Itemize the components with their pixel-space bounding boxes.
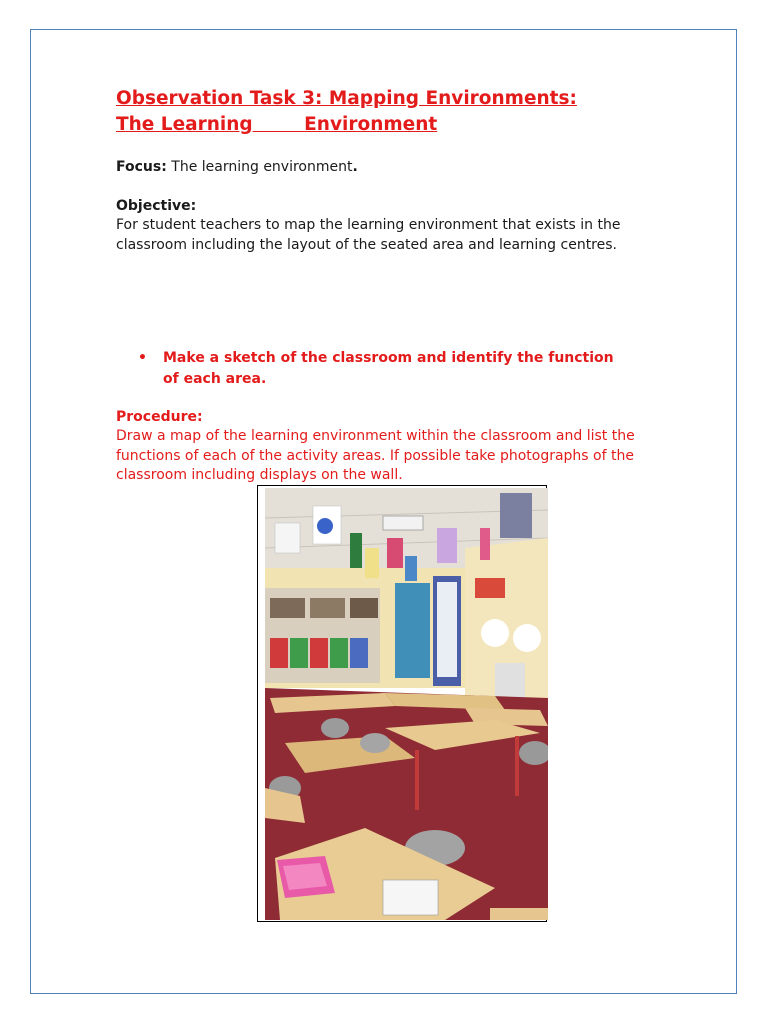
page-title: Observation Task 3: Mapping Environments: The Learning Environment [116,88,577,135]
objective-heading: Objective: [116,198,197,214]
bullet-text: Make a sketch of the classroom and identify the function of each area. [163,350,614,387]
classroom-photo-frame [257,485,547,922]
procedure-heading: Procedure: [116,409,203,425]
objective-text: For student teachers to map the learning environment that exists in the classroom including the layout of the seated area and learning centres. [116,217,621,253]
focus-text: The learning environment [166,159,353,175]
task-bullet [138,348,618,389]
classroom-photo [265,488,548,920]
focus-period: . [352,159,358,175]
focus-line [116,158,358,177]
bullet-icon: • [138,350,147,366]
procedure-text: Draw a map of the learning environment within the classroom and list the functions of each of the activity areas. If possible take photographs of the classroom including displays on the wall. [116,428,635,484]
focus-label: Focus: [116,159,167,175]
